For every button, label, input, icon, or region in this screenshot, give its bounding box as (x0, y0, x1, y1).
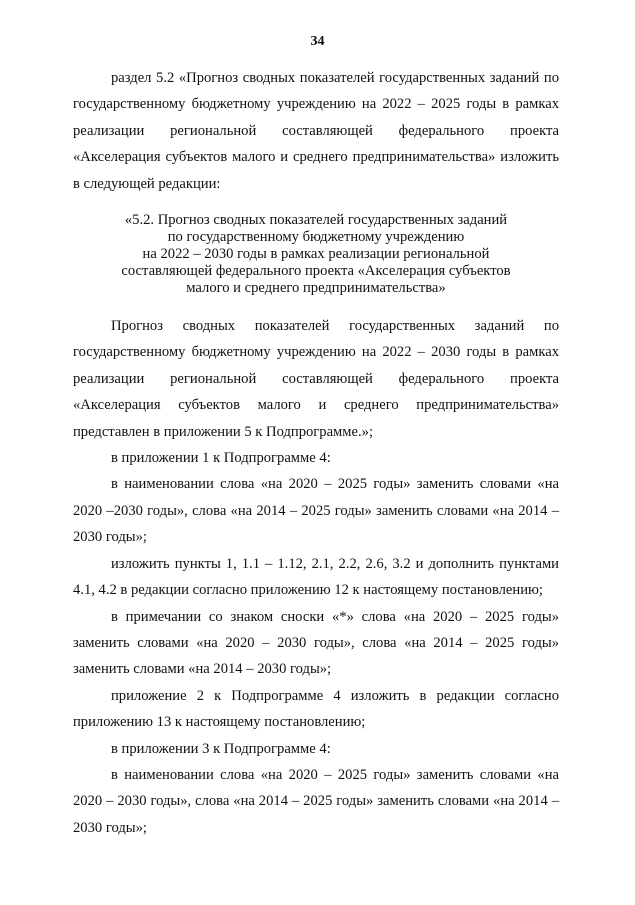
paragraph-appendix-1: в приложении 1 к Подпрограмме 4: (111, 450, 331, 467)
paragraph-naming-1: в наименовании слова «на 2020 – 2025 годы» заменить словами «на 2020 –2030 годы», слова «на 2014 – 2025 годы» заменить словами «на 2014 – 2030 годы»; (73, 476, 559, 546)
document-body (73, 65, 559, 841)
paragraph-forecast: Прогноз сводных показателей государственных заданий по государственному бюджетному учреждению на 2022 – 2030 годы в рамках реализации региональной составляющей федерального проекта «Акселерация субъектов малого и среднего предпринимательства» представлен в приложении 5 к Подпрограмме.»; (73, 318, 559, 440)
paragraph-appendix-3: в приложении 3 к Подпрограмме 4: (111, 740, 331, 757)
heading-line-3: на 2022 – 2030 годы в рамках реализации региональной (142, 246, 490, 263)
paragraph-footnote: в примечании со знаком сноски «*» слова «на 2020 – 2025 годы» заменить словами «на 2020 – 2030 годы», слова «на 2014 – 2025 годы» заменить словами «на 2014 – 2030 годы»; (73, 608, 559, 678)
paragraph-items: изложить пункты 1, 1.1 – 1.12, 2.1, 2.2, 2.6, 3.2 и дополнить пунктами 4.1, 4.2 в редакции согласно приложению 12 к настоящему постановлению; (73, 555, 559, 599)
heading-line-4: составляющей федерального проекта «Акселерация субъектов (121, 263, 511, 280)
heading-line-1: «5.2. Прогноз сводных показателей государственных заданий (124, 212, 508, 229)
paragraph-naming-3: в наименовании слова «на 2020 – 2025 годы» заменить словами «на 2020 – 2030 годы», слова «на 2014 – 2025 годы» заменить словами «на 2014 – 2030 годы»; (73, 766, 559, 836)
paragraph-appendix-2: приложение 2 к Подпрограмме 4 изложить в редакции согласно приложению 13 к настоящему постановлению; (73, 687, 559, 731)
heading-line-5: малого и среднего предпринимательства» (186, 280, 446, 297)
heading-line-2: по государственному бюджетному учреждению (167, 229, 465, 246)
page-number: 34 (310, 34, 325, 49)
intro-paragraph: раздел 5.2 «Прогноз сводных показателей государственных заданий по государственному бюджетному учреждению на 2022 – 2025 годы в рамках реализации региональной составляющей федерального проекта «Акселерация субъектов малого и среднего предпринимательства» изложить в следующей редакции: (73, 70, 559, 192)
section-heading (73, 212, 559, 297)
